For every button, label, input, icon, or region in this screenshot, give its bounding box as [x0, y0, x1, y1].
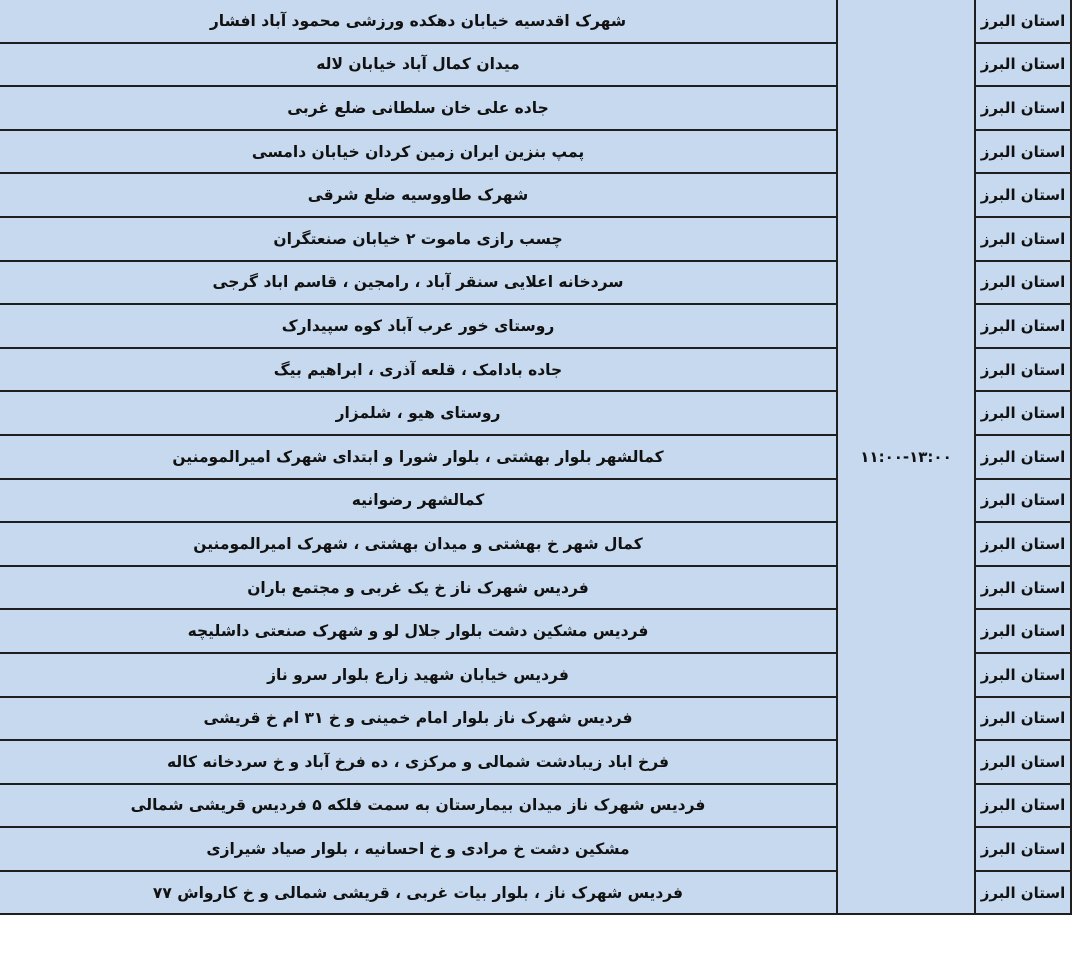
right-margin-cell [1071, 0, 1080, 43]
right-margin-cell [1071, 86, 1080, 130]
province-cell: استان البرز [975, 827, 1071, 871]
province-cell: استان البرز [975, 697, 1071, 741]
province-cell: استان البرز [975, 391, 1071, 435]
province-cell: استان البرز [975, 86, 1071, 130]
right-margin-cell [1071, 522, 1080, 566]
right-margin-cell [1071, 479, 1080, 523]
province-cell: استان البرز [975, 522, 1071, 566]
province-cell: استان البرز [975, 304, 1071, 348]
time-range-cell: ۱۱:۰۰-۱۳:۰۰ [837, 0, 975, 914]
right-margin-cell [1071, 43, 1080, 87]
right-margin-cell [1071, 435, 1080, 479]
address-cell: فردیس شهرک ناز ، بلوار بیات غربی ، قریشی شمالی و خ کارواش ۷۷ [0, 871, 837, 915]
province-cell: استان البرز [975, 0, 1071, 43]
province-cell: استان البرز [975, 261, 1071, 305]
province-cell: استان البرز [975, 784, 1071, 828]
address-cell: جاده بادامک ، قلعه آذری ، ابراهیم بیگ [0, 348, 837, 392]
address-cell: فردیس خیابان شهید زارع بلوار سرو ناز [0, 653, 837, 697]
right-margin-cell [1071, 348, 1080, 392]
address-cell: شهرک اقدسیه خیابان دهکده ورزشی محمود آباد افشار [0, 0, 837, 43]
right-margin-cell [1071, 130, 1080, 174]
province-cell: استان البرز [975, 217, 1071, 261]
province-cell: استان البرز [975, 173, 1071, 217]
address-cell: فردیس شهرک ناز بلوار امام خمینی و خ ۳۱ ام خ قریشی [0, 697, 837, 741]
right-margin-cell [1071, 173, 1080, 217]
province-cell: استان البرز [975, 566, 1071, 610]
address-cell: روستای هیو ، شلمزار [0, 391, 837, 435]
address-cell: جاده علی خان سلطانی ضلع غربی [0, 86, 837, 130]
address-cell: سردخانه اعلایی سنقر آباد ، رامجین ، قاسم اباد گرجی [0, 261, 837, 305]
right-margin-cell [1071, 784, 1080, 828]
province-cell: استان البرز [975, 130, 1071, 174]
province-cell: استان البرز [975, 479, 1071, 523]
province-cell: استان البرز [975, 653, 1071, 697]
province-cell: استان البرز [975, 435, 1071, 479]
address-cell: مشکین دشت خ مرادی و خ احسانیه ، بلوار صیاد شیرازی [0, 827, 837, 871]
table-row [0, 0, 1080, 43]
right-margin-cell [1071, 740, 1080, 784]
right-margin-cell [1071, 697, 1080, 741]
address-cell: فردیس شهرک ناز خ یک غربی و مجتمع باران [0, 566, 837, 610]
address-cell: چسب رازی ماموت ۲ خیابان صنعتگران [0, 217, 837, 261]
address-cell: پمپ بنزین ایران زمین کردان خیابان دامسی [0, 130, 837, 174]
address-cell: کمالشهر بلوار بهشتی ، بلوار شورا و ابتدای شهرک امیرالمومنین [0, 435, 837, 479]
address-cell: فرخ اباد زیبادشت شمالی و مرکزی ، ده فرخ آباد و خ سردخانه کاله [0, 740, 837, 784]
right-margin-cell [1071, 653, 1080, 697]
right-margin-cell [1071, 261, 1080, 305]
right-margin-cell [1071, 566, 1080, 610]
address-cell: میدان کمال آباد خیابان لاله [0, 43, 837, 87]
right-margin-cell [1071, 217, 1080, 261]
province-cell: استان البرز [975, 740, 1071, 784]
address-cell: فردیس شهرک ناز میدان بیمارستان به سمت فلکه ۵ فردیس قریشی شمالی [0, 784, 837, 828]
province-cell: استان البرز [975, 871, 1071, 915]
right-margin-cell [1071, 871, 1080, 915]
right-margin-cell [1071, 304, 1080, 348]
address-cell: روستای خور عرب آباد کوه سپیدارک [0, 304, 837, 348]
address-cell: کمال شهر خ بهشتی و میدان بهشتی ، شهرک امیرالمومنین [0, 522, 837, 566]
address-cell: فردیس مشکین دشت بلوار جلال لو و شهرک صنعتی داشلیچه [0, 609, 837, 653]
right-margin-cell [1071, 827, 1080, 871]
address-cell: کمالشهر رضوانیه [0, 479, 837, 523]
province-cell: استان البرز [975, 43, 1071, 87]
province-cell: استان البرز [975, 348, 1071, 392]
right-margin-cell [1071, 391, 1080, 435]
province-cell: استان البرز [975, 609, 1071, 653]
right-margin-cell [1071, 609, 1080, 653]
address-cell: شهرک طاووسیه ضلع شرقی [0, 173, 837, 217]
